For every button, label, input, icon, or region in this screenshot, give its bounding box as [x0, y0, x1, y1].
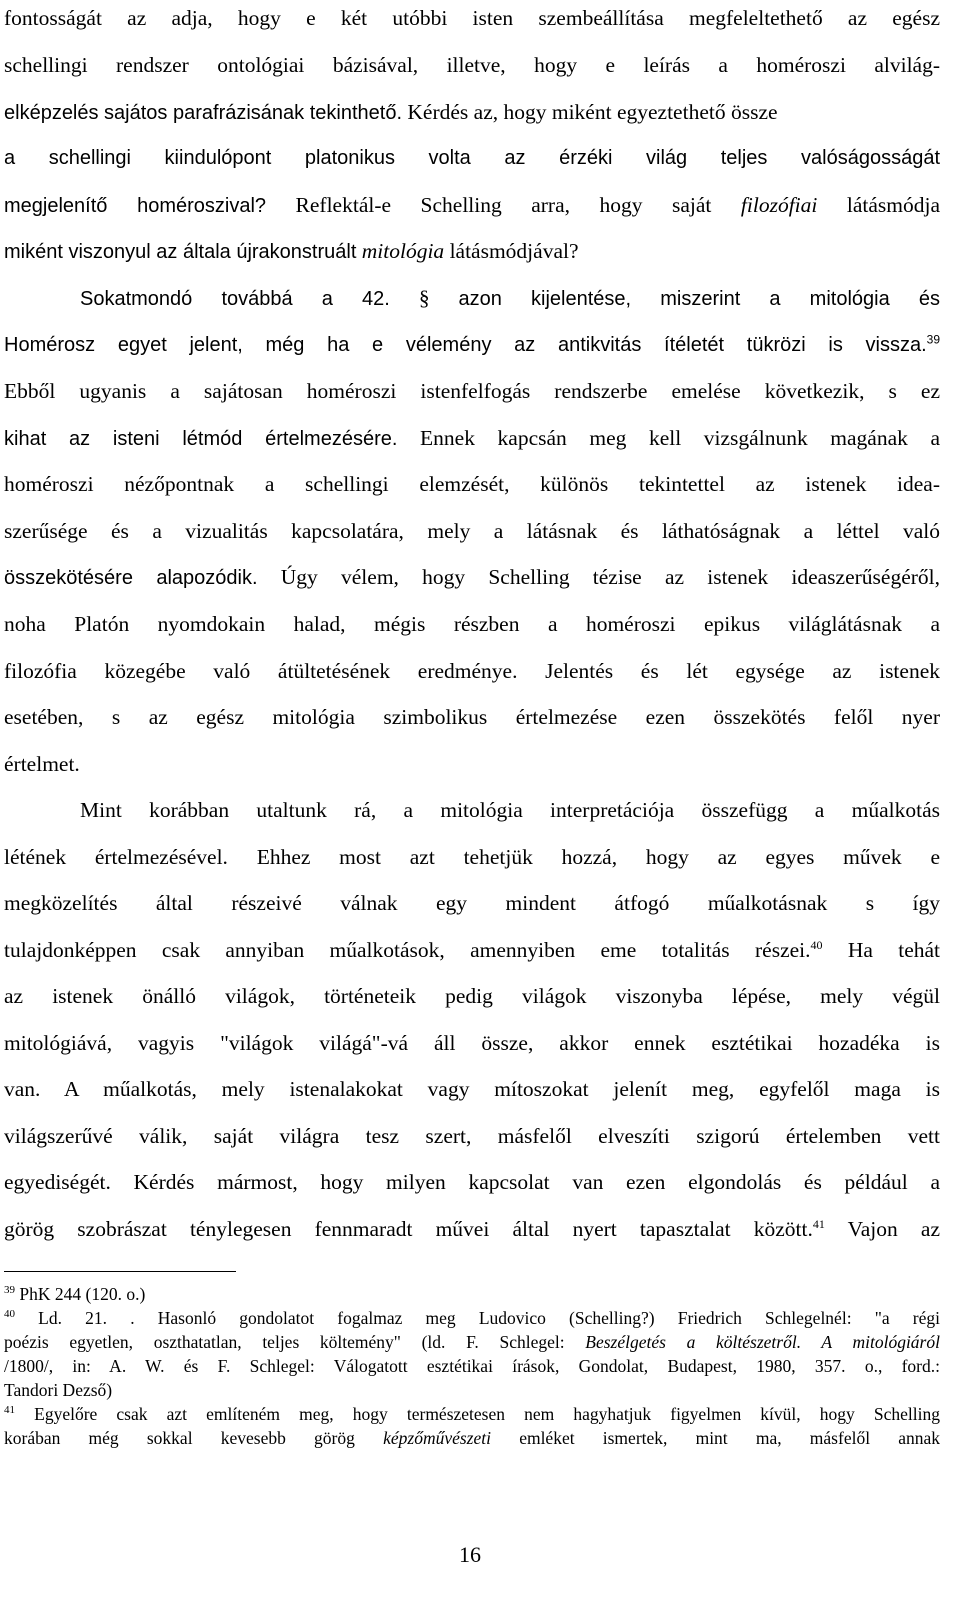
body-line: noha Platón nyomdokain halad, mégis részben a homéroszi epikus világlátásnak a — [4, 612, 940, 636]
body-line: világszerűvé válik, saját világra tesz szert, másfelől elveszíti szigorú értelemben vett — [4, 1124, 940, 1148]
body-line: Sokatmondó továbbá a 42. § azon kijelentése, miszerint a mitológia és — [80, 286, 940, 310]
body-line: összekötésére alapozódik. Úgy vélem, hogy Schelling tézise az istenek ideaszerűségéről, — [4, 565, 940, 589]
page-number: 16 — [459, 1542, 481, 1567]
emphasis: Beszélgetés a költészetről. A mitológiáról — [585, 1332, 940, 1352]
body-line: miként viszonyul az általa újrakonstruált mitológia látásmódjával? — [4, 239, 579, 263]
body-line: létének értelmezésével. Ehhez most azt tehetjük hozzá, hogy az egyes művek e — [4, 845, 940, 869]
body-line: kihat az isteni létmód értelmezésére. Ennek kapcsán meg kell vizsgálnunk magának a — [4, 426, 940, 450]
footnote-separator — [4, 1271, 236, 1272]
body-line: elképzelés sajátos parafrázisának tekinthető. Kérdés az, hogy miként egyeztethető össze — [4, 100, 778, 124]
emphasis: képzőművészeti — [383, 1428, 491, 1448]
body-line: a schellingi kiindulópont platonikus volta az érzéki világ teljes valóságosságát — [4, 147, 940, 169]
body-line: esetében, s az egész mitológia szimbolikus értelmezése ezen összekötés felől nyer — [4, 705, 940, 729]
emphasis: filozófiai — [740, 193, 818, 217]
body-line: tulajdonképpen csak annyiban műalkotások, amennyiben eme totalitás részei.$^{40}$ Ha tehát — [4, 937, 940, 962]
footnote-line: korában még sokkal kevesebb görög képzőművészeti emléket ismertek, mint ma, másfelől annak — [4, 1428, 940, 1448]
body-line: Mint korábban utaltunk rá, a mitológia interpretációja összefügg a műalkotás — [80, 798, 940, 822]
body-line: homéroszi nézőpontnak a schellingi elemzését, különös tekintettel az istenek idea- — [4, 472, 940, 496]
footnote-ref: 40 — [810, 937, 823, 952]
body-line: Ebből ugyanis a sajátosan homéroszi istenfelfogás rendszerbe emelése következik, s ez — [4, 379, 940, 403]
footnote-41: $^{41}$ Egyelőre csak azt említeném meg, hogy természetesen nem hagyhatjuk figyelmen kívül, hogy Schelling — [4, 1404, 940, 1424]
footnote-39: $^{39}$ PhK 244 (120. o.) — [4, 1284, 146, 1304]
body-line: schellingi rendszer ontológiai bázisával, illetve, hogy e leírás a homéroszi alvilág- — [4, 53, 940, 77]
body-line: egyediségét. Kérdés mármost, hogy milyen kapcsolat van ezen elgondolás és például a — [4, 1170, 940, 1194]
body-line: fontosságát az adja, hogy e két utóbbi isten szembeállítása megfeleltethető az egész — [4, 6, 940, 30]
footnote-line: /1800/, in: A. W. és F. Schlegel: Válogatott esztétikai írások, Gondolat, Budapest, 1980, 357. o., ford.: — [4, 1356, 940, 1376]
body-line: filozófia közegébe való átültetésének eredménye. Jelentés és lét egysége az istenek — [4, 659, 940, 683]
body-line: Homérosz egyet jelent, még ha e vélemény az antikvitás ítéletét tükrözi is vissza.$^{39}$ — [4, 332, 940, 356]
body-line: van. A műalkotás, mely istenalakokat vagy mítoszokat jelenít meg, egyfelől maga is — [4, 1077, 940, 1101]
footnote-ref: 41 — [812, 1216, 825, 1231]
body-line: értelmet. — [4, 752, 80, 776]
footnote-line: Tandori Dezső) — [4, 1380, 113, 1400]
body-line: szerűsége és a vizualitás kapcsolatára, mely a látásnak és láthatóságnak a léttel való — [4, 519, 940, 543]
body-line: görög szobrászat ténylegesen fennmaradt művei által nyert tapasztalat között.$^{41}$ Vajon az — [4, 1216, 940, 1241]
footnote-line: poézis egyetlen, oszthatatlan, teljes költemény" (ld. F. Schlegel: Beszélgetés a költészetről. A mitológiáról — [4, 1332, 940, 1352]
body-line: mitológiává, vagyis "világok világá"-vá áll össze, akkor ennek esztétikai hozadéka is — [4, 1031, 940, 1055]
emphasis: mitológia — [361, 239, 445, 263]
footnote-40: $^{40}$ Ld. 21. . Hasonló gondolatot fogalmaz meg Ludovico (Schelling?) Friedrich Schlegelnél: "a régi — [4, 1308, 940, 1328]
body-line: megjelenítő homéroszival? Reflektál-e Schelling arra, hogy saját filozófiai látásmódja — [4, 193, 940, 217]
footnote-ref: 39 — [926, 332, 940, 347]
body-line: az istenek önálló világok, történeteik pedig világok viszonyba lépése, mely végül — [4, 984, 940, 1008]
body-line: megközelítés által részeivé válnak egy mindent átfogó műalkotásnak s így — [4, 891, 940, 915]
